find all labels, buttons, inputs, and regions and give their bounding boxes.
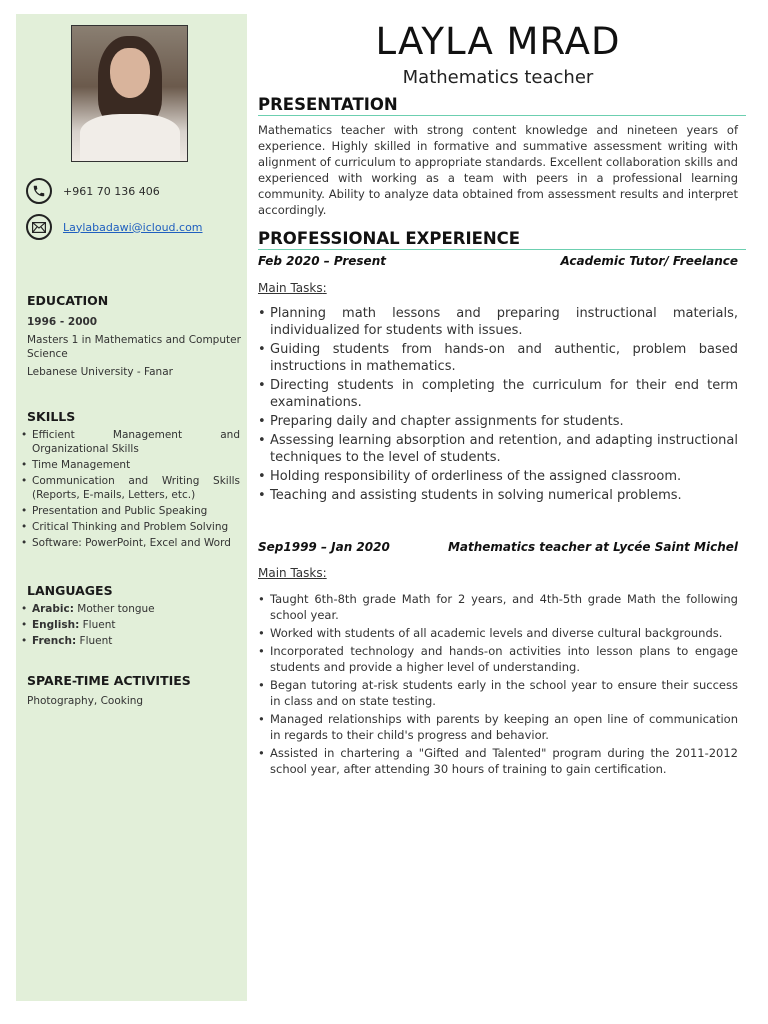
task-item: • Incorporated technology and hands-on activities into lesson plans to engage students and provide a higher level of understanding. <box>258 643 738 675</box>
job-role: Academic Tutor/ Freelance <box>560 254 738 268</box>
experience-heading: PROFESSIONAL EXPERIENCE <box>258 229 746 250</box>
task-item: • Preparing daily and chapter assignments for students. <box>258 413 738 430</box>
task-item: • Managed relationships with parents by keeping an open line of communication in regards to their child's progress and behavior. <box>258 711 738 743</box>
presentation-heading: PRESENTATION <box>258 95 746 116</box>
languages-list <box>20 602 240 650</box>
education-degree: Masters 1 in Mathematics and Computer Science <box>27 334 241 360</box>
job-header <box>258 254 738 268</box>
task-item: • Taught 6th-8th grade Math for 2 years, and 4th-5th grade Math the following school year. <box>258 591 738 623</box>
task-item: • Directing students in completing the curriculum for their end term examinations. <box>258 377 738 411</box>
phone-row <box>26 178 160 204</box>
envelope-icon <box>26 214 52 240</box>
task-item: • Holding responsibility of orderliness of the assigned classroom. <box>258 468 738 485</box>
skill-item: • Presentation and Public Speaking <box>20 504 240 518</box>
task-item: • Assessing learning absorption and retention, and adapting instructional techniques to the level of students. <box>258 432 738 466</box>
language-name: French: <box>32 635 77 647</box>
language-item <box>20 634 240 648</box>
language-item <box>20 602 240 616</box>
main-tasks-label: Main Tasks: <box>258 566 327 580</box>
task-item: • Assisted in chartering a "Gifted and Talented" program during the 2011-2012 school year, after attending 30 hours of training to gain certification. <box>258 745 738 777</box>
presentation-text: Mathematics teacher with strong content knowledge and nineteen years of experience. Highly skilled in formative and summative assessment writing with alignment of curriculum to appropriate standards. Excellent collaboration skills and experienced with working as a team with peers in a professional learning community. Ability to analyze data obtained from assessment results and interpret accordingly. <box>258 123 738 217</box>
skills-list <box>20 428 240 552</box>
language-level: Fluent <box>82 619 116 631</box>
language-name: Arabic: <box>32 603 74 615</box>
task-item: • Planning math lessons and preparing instructional materials, individualized for students with issues. <box>258 305 738 339</box>
candidate-name: LAYLA MRAD <box>375 20 621 63</box>
task-item: • Worked with students of all academic levels and diverse cultural backgrounds. <box>258 625 738 641</box>
task-item: • Guiding students from hands-on and authentic, problem based instructions in mathematics. <box>258 341 738 375</box>
skill-item: • Time Management <box>20 458 240 472</box>
skills-heading: SKILLS <box>27 409 76 424</box>
job-role: Mathematics teacher at Lycée Saint Michel <box>447 540 738 554</box>
email-row <box>26 214 203 240</box>
task-item: • Teaching and assisting students in solving numerical problems. <box>258 487 738 504</box>
job-dates: Sep1999 – Jan 2020 <box>258 540 390 554</box>
skill-item: • Software: PowerPoint, Excel and Word <box>20 536 240 550</box>
job-header <box>258 540 738 554</box>
language-name: English: <box>32 619 80 631</box>
task-item: • Began tutoring at-risk students early in the school year to ensure their success in class and on state testing. <box>258 677 738 709</box>
education-years: 1996 - 2000 <box>27 316 98 328</box>
candidate-title: Mathematics teacher <box>402 67 594 88</box>
skill-item: • Critical Thinking and Problem Solving <box>20 520 240 534</box>
language-level: Mother tongue <box>77 603 155 615</box>
main-tasks-label: Main Tasks: <box>258 281 327 295</box>
job-tasks-list <box>258 305 738 506</box>
phone-icon <box>26 178 52 204</box>
language-level: Fluent <box>79 635 113 647</box>
photo-shirt <box>80 114 180 161</box>
profile-photo <box>71 25 188 162</box>
skill-item: • Efficient Management and Organizational Skills <box>20 428 240 456</box>
job-dates: Feb 2020 – Present <box>258 254 386 268</box>
spare-time-text: Photography, Cooking <box>27 695 144 707</box>
education-heading: EDUCATION <box>27 293 109 308</box>
skill-item: • Communication and Writing Skills (Reports, E-mails, Letters, etc.) <box>20 474 240 502</box>
education-school: Lebanese University - Fanar <box>27 366 173 378</box>
photo-face <box>110 48 150 98</box>
email-link[interactable]: Laylabadawi@icloud.com <box>63 220 203 234</box>
languages-heading: LANGUAGES <box>27 583 113 598</box>
spare-time-heading: SPARE-TIME ACTIVITIES <box>27 673 191 688</box>
job-tasks-list <box>258 591 738 779</box>
phone-number: +961 70 136 406 <box>63 184 160 198</box>
language-item <box>20 618 240 632</box>
